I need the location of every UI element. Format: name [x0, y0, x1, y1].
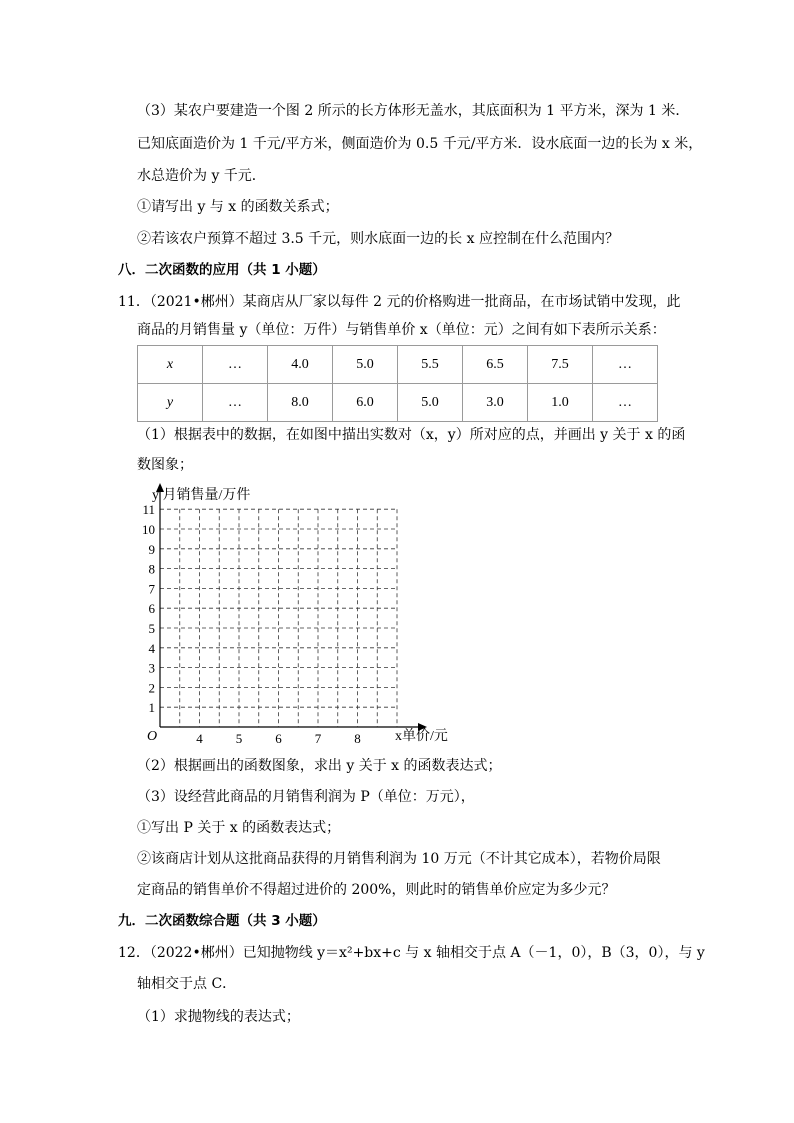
origin-label: O — [147, 729, 158, 744]
y-tick-label: 6 — [148, 601, 155, 617]
q11-part2: （2）根据画出的函数图象，求出 y 关于 x 的函数表达式； — [137, 758, 502, 774]
y-tick-label: 1 — [148, 700, 155, 716]
section-9-heading: 九．二次函数综合题（共 3 小题） — [118, 913, 326, 929]
q11-part1-line2: 数图象； — [137, 457, 193, 473]
table-cell: 4.0 — [268, 346, 333, 384]
q11-intro-line1: 11．（2021•郴州）某商店从厂家以每件 2 元的价格购进一批商品，在市场试销中发现，此 — [118, 294, 681, 310]
y-tick-label: 8 — [148, 561, 155, 577]
table-cell: 5.0 — [333, 346, 398, 384]
q11-part3-sub2-line1: ②该商店计划从这批商品获得的月销售利润为 10 万元（不计其它成本），若物价局限 — [137, 851, 661, 867]
table-cell: 8.0 — [268, 384, 333, 422]
q11-part3-sub1: ①写出 P 关于 x 的函数表达式； — [137, 820, 341, 836]
y-tick-label: 5 — [148, 621, 155, 636]
q10-part3-line1: （3）某农户要建造一个图 2 所示的长方体形无盖水，其底面积为 1 平方米，深为 1 米． — [137, 103, 690, 119]
y-tick-label: 11 — [142, 502, 155, 518]
table-cell: 5.0 — [398, 384, 463, 422]
table-cell: 7.5 — [528, 346, 593, 384]
q11-part3: （3）设经营此商品的月销售利润为 P（单位：万元）， — [137, 789, 475, 805]
q11-data-table — [137, 345, 658, 422]
x-tick-label: 7 — [314, 731, 322, 746]
table-cell: … — [593, 384, 658, 422]
table-cell: 1.0 — [528, 384, 593, 422]
q10-part3-line2: 已知底面造价为 1 千元/平方米，侧面造价为 0.5 千元/平方米．设水底面一边的长为 x 米， — [137, 136, 703, 152]
x-axis-title: x单价/元 — [395, 729, 448, 744]
y-tick-label: 7 — [148, 581, 155, 597]
y-axis-title: y 月销售量/万件 — [152, 488, 251, 503]
y-tick-label: 9 — [148, 541, 155, 557]
q12-intro-line1: 12．（2022•郴州）已知抛物线 y＝x²+bx+c 与 x 轴相交于点 A（－1，0），B（3，0），与 y — [118, 945, 705, 961]
x-tick-label: 5 — [235, 731, 243, 746]
y-tick-label: 2 — [148, 680, 155, 696]
sales-grid-chart — [130, 480, 450, 750]
q11-part1-line1: （1）根据表中的数据，在如图中描出实数对（x，y）所对应的点，并画出 y 关于 x 的函 — [137, 427, 686, 443]
grid-lines — [160, 509, 397, 727]
q10-part3-sub1: ①请写出 y 与 x 的函数关系式； — [137, 199, 339, 215]
q12-intro-line2: 轴相交于点 C． — [137, 976, 237, 992]
section-8-heading: 八．二次函数的应用（共 1 小题） — [118, 262, 326, 278]
table-cell: 6.5 — [463, 346, 528, 384]
y-tick-label: 10 — [142, 522, 155, 537]
table-cell: x — [138, 346, 203, 384]
q11-intro-line2: 商品的月销售量 y（单位：万件）与销售单价 x（单位：元）之间有如下表所示关系： — [137, 322, 666, 338]
table-cell: 6.0 — [333, 384, 398, 422]
q10-part3-sub2: ②若该农户预算不超过 3.5 千元，则水底面一边的长 x 应控制在什么范围内？ — [137, 231, 619, 247]
table-cell: 5.5 — [398, 346, 463, 384]
table-cell: … — [593, 346, 658, 384]
y-tick-label: 4 — [148, 640, 155, 656]
table-cell: y — [138, 384, 203, 422]
table-row-y — [138, 384, 658, 422]
table-row-x — [138, 346, 658, 384]
q12-part1: （1）求抛物线的表达式； — [137, 1009, 300, 1025]
x-tick-label: 8 — [354, 731, 361, 746]
table-cell: … — [203, 384, 268, 422]
q11-part3-sub2-line2: 定商品的销售单价不得超过进价的 200%，则此时的销售单价应定为多少元？ — [137, 882, 616, 898]
x-tick-label: 6 — [275, 731, 282, 746]
table-cell: … — [203, 346, 268, 384]
table-cell: 3.0 — [463, 384, 528, 422]
x-tick-label: 4 — [196, 731, 203, 746]
q10-part3-line3: 水总造价为 y 千元． — [137, 168, 266, 184]
axes — [156, 483, 427, 731]
y-tick-label: 3 — [148, 660, 155, 676]
